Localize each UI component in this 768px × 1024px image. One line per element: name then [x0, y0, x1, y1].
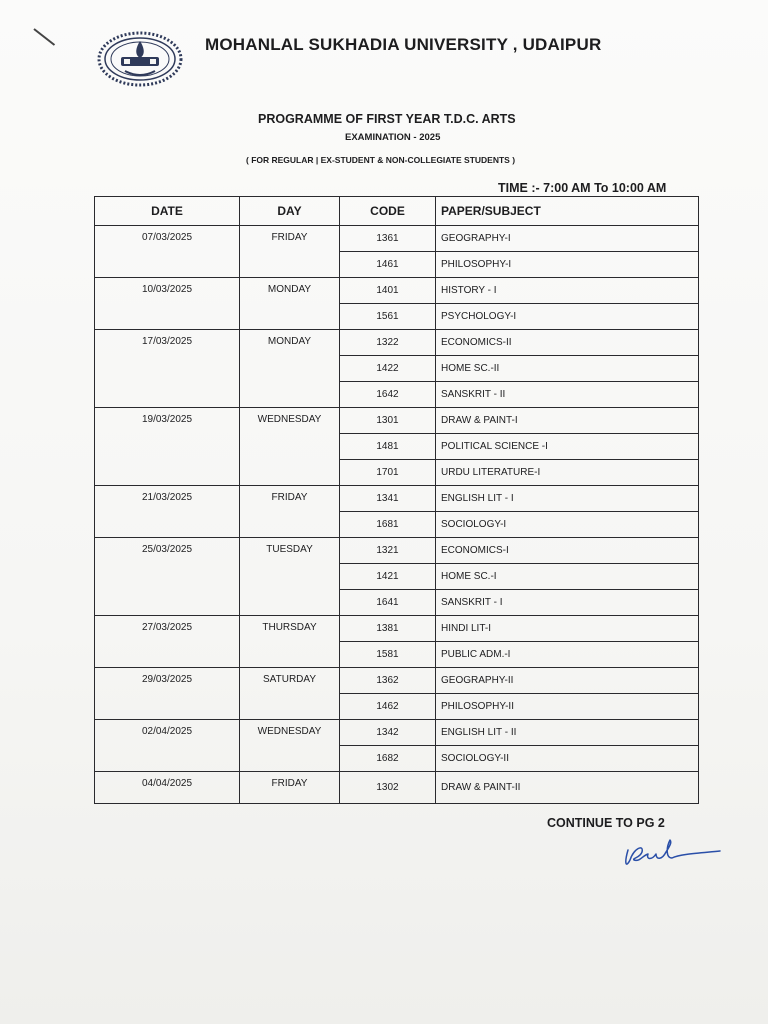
paper-subject-cell: URDU LITERATURE-I: [436, 460, 699, 486]
paper-subject-cell: ENGLISH LIT - II: [436, 720, 699, 746]
subject-column-header: PAPER/SUBJECT: [436, 197, 699, 226]
paper-subject-cell: PSYCHOLOGY-I: [436, 304, 699, 330]
paper-code-cell: 1341: [340, 486, 436, 512]
exam-date-cell: 25/03/2025: [95, 538, 240, 616]
pen-mark: [33, 28, 55, 46]
table-row: [95, 668, 699, 694]
paper-subject-cell: HOME SC.-I: [436, 564, 699, 590]
paper-code-cell: 1642: [340, 382, 436, 408]
paper-subject-cell: DRAW & PAINT-II: [436, 772, 699, 804]
paper-code-cell: 1401: [340, 278, 436, 304]
exam-date-cell: 17/03/2025: [95, 330, 240, 408]
paper-code-cell: 1421: [340, 564, 436, 590]
continue-note: CONTINUE TO PG 2: [547, 816, 665, 830]
paper-code-cell: 1462: [340, 694, 436, 720]
paper-code-cell: 1681: [340, 512, 436, 538]
paper-code-cell: 1461: [340, 252, 436, 278]
paper-subject-cell: SANSKRIT - II: [436, 382, 699, 408]
paper-subject-cell: ECONOMICS-I: [436, 538, 699, 564]
university-title: MOHANLAL SUKHADIA UNIVERSITY , UDAIPUR: [205, 35, 602, 54]
exam-day-cell: FRIDAY: [240, 772, 340, 804]
exam-date-cell: 19/03/2025: [95, 408, 240, 486]
paper-code-cell: 1322: [340, 330, 436, 356]
paper-code-cell: 1361: [340, 226, 436, 252]
paper-subject-cell: ENGLISH LIT - I: [436, 486, 699, 512]
table-row: [95, 226, 699, 252]
handwritten-signature-icon: [620, 836, 730, 870]
paper-subject-cell: GEOGRAPHY-II: [436, 668, 699, 694]
paper-subject-cell: PHILOSOPHY-II: [436, 694, 699, 720]
exam-schedule-table: [94, 196, 699, 804]
schedule-body: [95, 226, 699, 804]
paper-subject-cell: POLITICAL SCIENCE -I: [436, 434, 699, 460]
exam-day-cell: FRIDAY: [240, 486, 340, 538]
paper-code-cell: 1381: [340, 616, 436, 642]
university-seal-icon: [97, 31, 183, 87]
exam-day-cell: THURSDAY: [240, 616, 340, 668]
exam-day-cell: WEDNESDAY: [240, 408, 340, 486]
paper-code-cell: 1701: [340, 460, 436, 486]
paper-subject-cell: PUBLIC ADM.-I: [436, 642, 699, 668]
paper-subject-cell: DRAW & PAINT-I: [436, 408, 699, 434]
table-row: [95, 278, 699, 304]
paper-subject-cell: PHILOSOPHY-I: [436, 252, 699, 278]
paper-code-cell: 1422: [340, 356, 436, 382]
paper-code-cell: 1481: [340, 434, 436, 460]
paper-subject-cell: SOCIOLOGY-I: [436, 512, 699, 538]
paper-code-cell: 1641: [340, 590, 436, 616]
exam-date-cell: 21/03/2025: [95, 486, 240, 538]
table-row: [95, 616, 699, 642]
paper-code-cell: 1561: [340, 304, 436, 330]
exam-time: TIME :- 7:00 AM To 10:00 AM: [498, 181, 667, 195]
table-header-row: [95, 197, 699, 226]
paper-subject-cell: SOCIOLOGY-II: [436, 746, 699, 772]
exam-day-cell: SATURDAY: [240, 668, 340, 720]
paper-code-cell: 1362: [340, 668, 436, 694]
date-column-header: DATE: [95, 197, 240, 226]
paper-code-cell: 1342: [340, 720, 436, 746]
exam-day-cell: TUESDAY: [240, 538, 340, 616]
paper-subject-cell: ECONOMICS-II: [436, 330, 699, 356]
exam-day-cell: WEDNESDAY: [240, 720, 340, 772]
examination-year: EXAMINATION - 2025: [345, 132, 441, 143]
paper-code-cell: 1321: [340, 538, 436, 564]
exam-date-cell: 27/03/2025: [95, 616, 240, 668]
exam-day-cell: MONDAY: [240, 278, 340, 330]
exam-day-cell: FRIDAY: [240, 226, 340, 278]
paper-code-cell: 1302: [340, 772, 436, 804]
exam-date-cell: 02/04/2025: [95, 720, 240, 772]
table-row: [95, 720, 699, 746]
exam-date-cell: 07/03/2025: [95, 226, 240, 278]
table-row: [95, 330, 699, 356]
exam-date-cell: 29/03/2025: [95, 668, 240, 720]
paper-subject-cell: SANSKRIT - I: [436, 590, 699, 616]
exam-date-cell: 04/04/2025: [95, 772, 240, 804]
paper-subject-cell: HOME SC.-II: [436, 356, 699, 382]
paper-code-cell: 1682: [340, 746, 436, 772]
programme-title: PROGRAMME OF FIRST YEAR T.D.C. ARTS: [258, 112, 516, 126]
paper-subject-cell: HISTORY - I: [436, 278, 699, 304]
code-column-header: CODE: [340, 197, 436, 226]
table-row: [95, 538, 699, 564]
exam-day-cell: MONDAY: [240, 330, 340, 408]
student-categories: ( FOR REGULAR | EX-STUDENT & NON-COLLEGIATE STUDENTS ): [246, 155, 516, 165]
paper-code-cell: 1301: [340, 408, 436, 434]
table-row: [95, 772, 699, 804]
paper-subject-cell: GEOGRAPHY-I: [436, 226, 699, 252]
paper-subject-cell: HINDI LIT-I: [436, 616, 699, 642]
table-row: [95, 408, 699, 434]
day-column-header: DAY: [240, 197, 340, 226]
exam-date-cell: 10/03/2025: [95, 278, 240, 330]
table-row: [95, 486, 699, 512]
paper-code-cell: 1581: [340, 642, 436, 668]
